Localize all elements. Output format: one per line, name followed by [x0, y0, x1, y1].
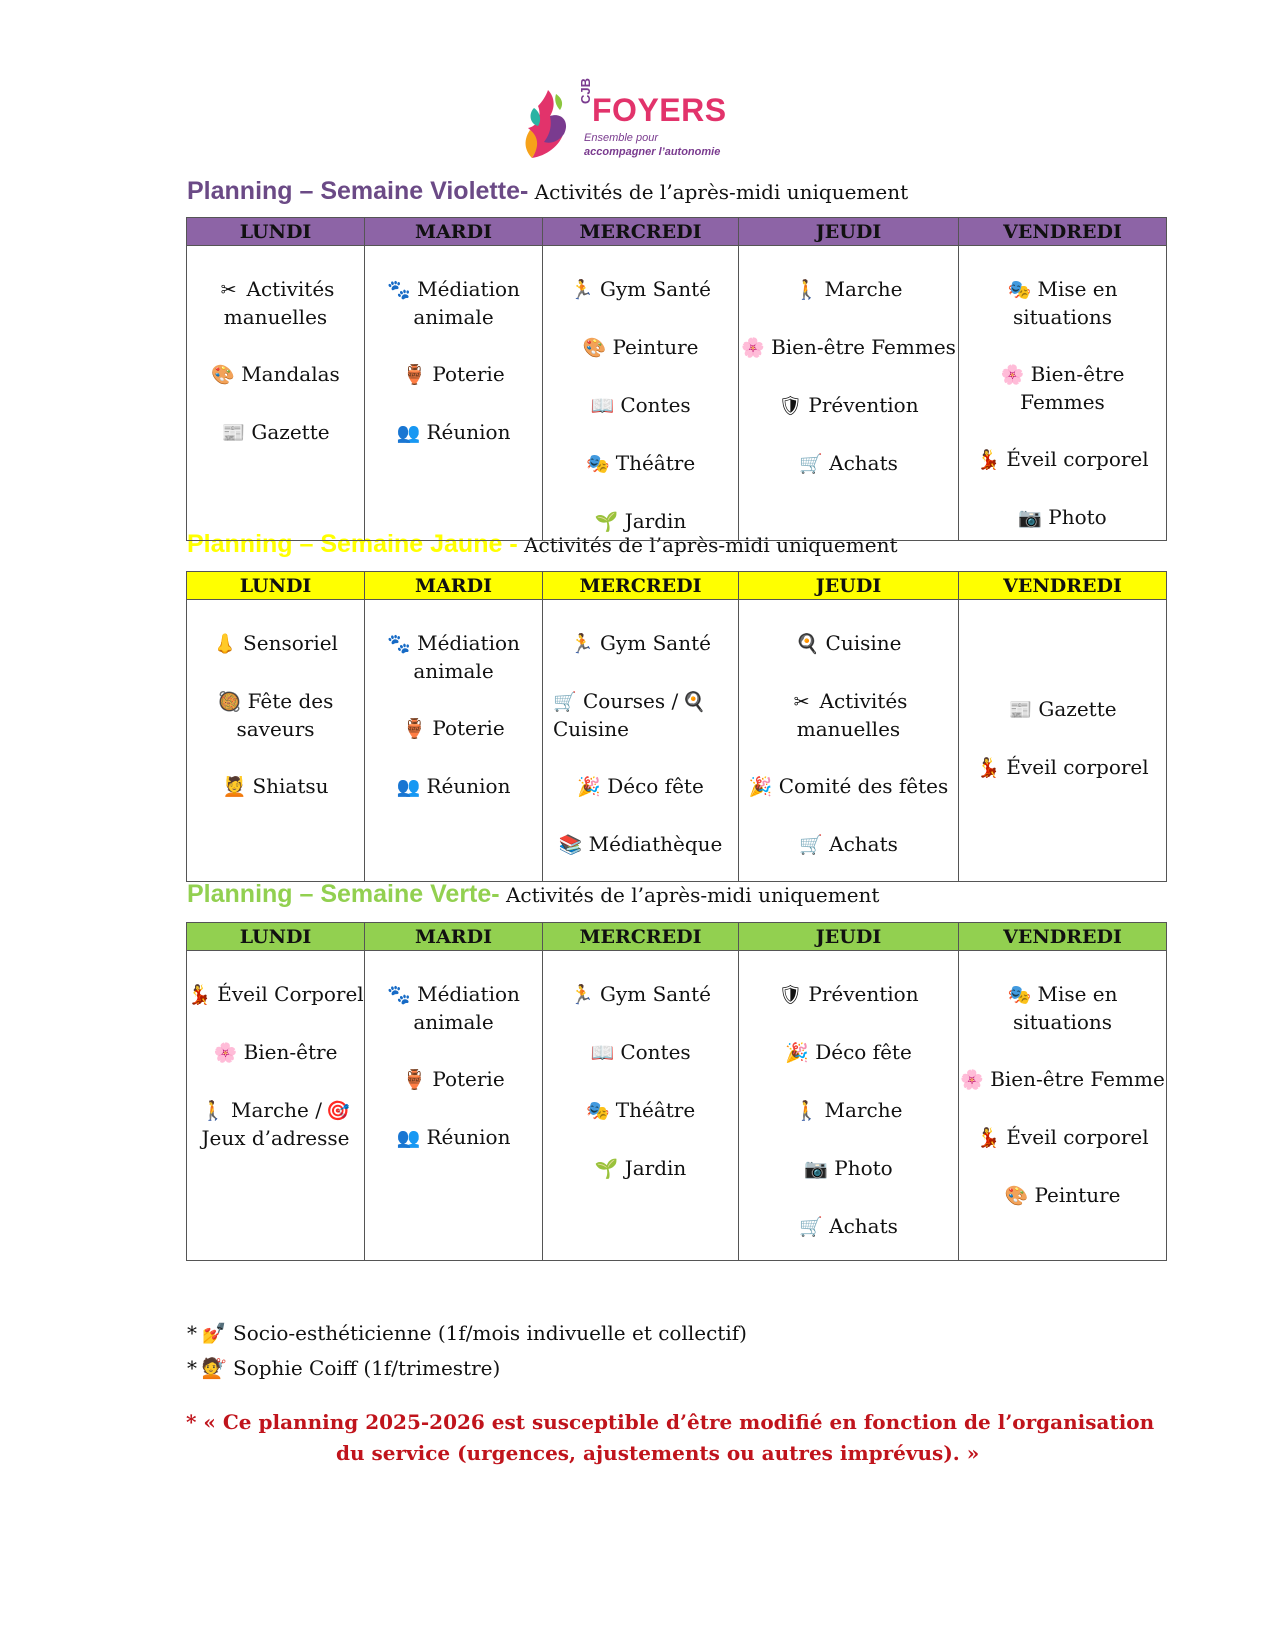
cart-icon: 🛒 [799, 453, 823, 475]
activity-label: Peinture [612, 335, 699, 359]
activity-item [543, 831, 738, 859]
flower-icon: 🌸 [741, 337, 765, 359]
day-cell-mardi [365, 246, 543, 541]
people-icon: 👥 [396, 422, 421, 444]
massage-icon: 💆 [222, 776, 247, 798]
day-header-mardi: MARDI [365, 923, 543, 951]
flower-icon: 🌸 [960, 1069, 985, 1091]
activity-label: Bien-être [243, 1040, 338, 1064]
activity-item [187, 276, 364, 331]
activity-label-continued: Cuisine [553, 717, 629, 741]
masks-icon: 🎭 [585, 1100, 610, 1122]
shield-icon: 🛡 [778, 984, 803, 1006]
activity-item [187, 361, 364, 389]
note-star: * [187, 1321, 197, 1345]
activity-item [739, 773, 958, 801]
activity-label: Peinture [1034, 1183, 1121, 1207]
activity-item [543, 392, 738, 420]
day-header-vendredi: VENDREDI [959, 218, 1167, 246]
dancer-icon: 💃 [976, 1127, 1001, 1149]
activity-item [365, 630, 542, 685]
activity-item [959, 276, 1166, 331]
sprout-icon: 🌱 [594, 511, 619, 533]
activity-label: Théâtre [615, 1098, 696, 1122]
masks-icon: 🎭 [585, 453, 610, 475]
activity-item [739, 1097, 958, 1125]
party-icon: 🎉 [785, 1042, 810, 1064]
activity-item [739, 981, 958, 1009]
activity-item [187, 773, 364, 801]
day-header-mercredi: MERCREDI [543, 572, 739, 600]
activity-label: Déco fête [815, 1040, 912, 1064]
day-cell-jeudi [739, 951, 959, 1261]
activity-label: Prévention [808, 982, 919, 1006]
dancer-icon: 💃 [187, 984, 212, 1006]
people-icon: 👥 [396, 776, 421, 798]
day-cell-lundi [187, 600, 365, 882]
activity-label: Éveil Corporel [217, 982, 364, 1006]
day-cell-vendredi [959, 951, 1167, 1261]
cart-icon: 🛒 [553, 691, 577, 713]
party-icon: 🎉 [577, 776, 602, 798]
activity-label: Mise en situations [1012, 277, 1118, 329]
activity-label: Bien-être Femme [990, 1067, 1165, 1091]
day-cell-jeudi [739, 600, 959, 882]
activity-item [739, 831, 958, 859]
logo-tagline-1: Ensemble pour [584, 132, 658, 144]
scissors-icon: ✂ [220, 279, 237, 301]
activity-item [543, 1097, 738, 1125]
flower-icon: 🌸 [1000, 364, 1025, 386]
day-header-lundi: LUNDI [187, 572, 365, 600]
activity-item [543, 1039, 738, 1067]
activity-item [365, 715, 542, 743]
activity-item [543, 508, 738, 536]
day-cell-jeudi [739, 246, 959, 541]
activity-label: Jardin [624, 1156, 687, 1180]
week-name: Planning – Semaine Verte- [187, 880, 500, 908]
activity-item [959, 361, 1166, 416]
activity-item [959, 981, 1166, 1036]
activity-label: Shiatsu [252, 774, 329, 798]
activity-item [959, 504, 1166, 532]
activity-item [543, 688, 738, 743]
note-text: Socio-esthéticienne (1f/mois indivuelle et collectif) [233, 1321, 747, 1345]
paw-icon: 🐾 [387, 633, 411, 655]
week-title-violet [187, 177, 908, 206]
palette-icon: 🎨 [211, 364, 236, 386]
activity-item [187, 981, 364, 1009]
activity-label: Sensoriel [243, 631, 338, 655]
activity-item [739, 276, 958, 304]
activity-label: Marche / [231, 1098, 322, 1122]
logo-tagline-2: accompagner l’autonomie [584, 146, 721, 158]
week-subtitle: Activités de l’après-midi uniquement [499, 883, 880, 907]
logo-mark-icon [520, 86, 576, 162]
activity-label: Mise en situations [1012, 982, 1118, 1034]
pan-icon: 🍳 [795, 633, 820, 655]
day-header-mardi: MARDI [365, 572, 543, 600]
book-icon: 📖 [590, 1042, 615, 1064]
day-header-mercredi: MERCREDI [543, 218, 739, 246]
activity-label: Activités manuelles [796, 689, 908, 741]
activity-item [739, 630, 958, 658]
activity-item [959, 1066, 1166, 1094]
week-name: Planning – Semaine Violette- [187, 177, 529, 205]
activity-item [739, 450, 958, 478]
activity-item [739, 334, 958, 362]
day-header-vendredi: VENDREDI [959, 572, 1167, 600]
vase-icon: 🏺 [402, 1069, 427, 1091]
palette-icon: 🎨 [582, 337, 607, 359]
day-header-mardi: MARDI [365, 218, 543, 246]
newspaper-icon: 📰 [221, 422, 246, 444]
activity-label: Achats [829, 1214, 898, 1238]
runner-icon: 🏃 [570, 984, 594, 1006]
activity-label: Courses / [583, 689, 679, 713]
books-icon: 📚 [558, 834, 583, 856]
activity-label: Photo [1048, 505, 1107, 529]
activity-item [187, 1039, 364, 1067]
activity-item [543, 630, 738, 658]
week-subtitle: Activités de l’après-midi uniquement [528, 180, 909, 204]
vase-icon: 🏺 [402, 718, 427, 740]
day-cell-mardi [365, 951, 543, 1261]
masks-icon: 🎭 [1007, 279, 1032, 301]
activity-label: Médiation animale [413, 277, 520, 329]
activity-label: Poterie [432, 1067, 505, 1091]
sprout-icon: 🌱 [594, 1158, 619, 1180]
activity-item [543, 773, 738, 801]
paw-icon: 🐾 [387, 279, 411, 301]
camera-icon: 📷 [804, 1158, 829, 1180]
runner-icon: 🏃 [570, 279, 594, 301]
newspaper-icon: 📰 [1008, 698, 1033, 721]
activity-label-continued: Jeux d’adresse [201, 1126, 350, 1150]
activity-item [187, 630, 364, 658]
day-header-lundi: LUNDI [187, 218, 365, 246]
activity-label: Médiation animale [413, 982, 520, 1034]
activity-label: Gym Santé [600, 982, 711, 1006]
activity-label: Achats [829, 451, 898, 475]
flower-icon: 🌸 [213, 1042, 238, 1064]
activity-label: Comité des fêtes [778, 774, 949, 798]
palette-icon: 🎨 [1004, 1185, 1029, 1207]
note-socio-estheticienne [187, 1321, 747, 1345]
week-subtitle: Activités de l’après-midi uniquement [517, 533, 898, 557]
day-cell-lundi [187, 246, 365, 541]
activity-item [543, 1155, 738, 1183]
activity-label: Mandalas [241, 362, 340, 386]
walker-icon: 🚶 [201, 1100, 225, 1122]
day-header-jeudi: JEUDI [739, 923, 959, 951]
activity-label: Médiation animale [413, 631, 520, 683]
day-header-vendredi: VENDREDI [959, 923, 1167, 951]
day-header-jeudi: JEUDI [739, 218, 959, 246]
vase-icon: 🏺 [402, 364, 427, 386]
activity-item [365, 1124, 542, 1152]
camera-icon: 📷 [1018, 507, 1043, 529]
activity-label: Achats [829, 832, 898, 856]
activity-item [365, 1066, 542, 1094]
week-name: Planning – Semaine Jaune - [187, 530, 518, 558]
activity-item [739, 1213, 958, 1241]
dancer-icon: 💃 [976, 756, 1001, 779]
activity-label: Réunion [426, 420, 511, 444]
logo-name: FOYERS [592, 92, 727, 128]
activity-label: Théâtre [615, 451, 696, 475]
activity-label: Réunion [426, 774, 511, 798]
walker-icon: 🚶 [794, 279, 819, 301]
activity-label: Prévention [808, 393, 919, 417]
activity-label: Déco fête [607, 774, 704, 798]
activity-item [365, 276, 542, 331]
warning-line-1: * « Ce planning 2025-2026 est susceptible d’être modifié en fonction de l’organisation [186, 1410, 1155, 1434]
activity-item [187, 688, 364, 743]
shield-icon: 🛡 [778, 395, 803, 417]
nail-polish-icon: 💅 [201, 1321, 227, 1345]
activity-item [365, 419, 542, 447]
activity-item [187, 1097, 364, 1152]
activity-item [959, 754, 1166, 782]
activity-label: Activités manuelles [223, 277, 335, 329]
activity-label: Éveil corporel [1006, 447, 1149, 471]
activity-item [739, 688, 958, 743]
warning-line-2: du service (urgences, ajustements ou autres imprévus). » [336, 1441, 980, 1465]
note-text: Sophie Coiff (1f/trimestre) [233, 1356, 501, 1380]
activity-label: Photo [834, 1156, 893, 1180]
walker-icon: 🚶 [794, 1100, 819, 1122]
book-icon: 📖 [590, 395, 615, 417]
activity-label: Réunion [426, 1125, 511, 1149]
note-star: * [187, 1356, 197, 1380]
planning-table-violet [186, 217, 1167, 541]
activity-item [365, 981, 542, 1036]
activity-item [543, 981, 738, 1009]
day-header-jeudi: JEUDI [739, 572, 959, 600]
activity-item [365, 773, 542, 801]
activity-item [739, 1039, 958, 1067]
week-title-green [187, 880, 879, 909]
activity-label: Fête des saveurs [236, 689, 334, 741]
activity-label: Marche [824, 1098, 903, 1122]
activity-item [543, 276, 738, 304]
day-header-mercredi: MERCREDI [543, 923, 739, 951]
activity-item [187, 419, 364, 447]
cart-icon: 🛒 [799, 1216, 823, 1238]
activity-item [959, 446, 1166, 474]
activity-item [739, 392, 958, 420]
activity-label: Contes [620, 1040, 691, 1064]
note-sophie-coiff [187, 1356, 500, 1380]
logo-prefix: CJB [578, 77, 593, 104]
planning-table-green [186, 922, 1167, 1261]
day-cell-vendredi [959, 600, 1167, 882]
cart-icon: 🛒 [799, 834, 823, 856]
activity-item [959, 696, 1166, 724]
activity-label: Gym Santé [600, 631, 711, 655]
day-cell-lundi [187, 951, 365, 1261]
day-cell-mercredi [543, 951, 739, 1261]
activity-label: Gazette [251, 420, 330, 444]
day-cell-mardi [365, 600, 543, 882]
dish-icon: 🥘 [217, 691, 242, 713]
activity-label: Bien-être Femmes [771, 335, 956, 359]
target-icon: 🎯 [326, 1100, 350, 1122]
haircut-icon: 💇 [201, 1356, 227, 1380]
activity-label: Cuisine [825, 631, 902, 655]
activity-label: Marche [824, 277, 903, 301]
party-icon: 🎉 [748, 776, 773, 798]
activity-label: Gazette [1038, 696, 1117, 721]
activity-label: Jardin [624, 509, 687, 533]
cjb-foyers-logo [520, 77, 750, 164]
day-cell-vendredi [959, 246, 1167, 541]
activity-item [365, 361, 542, 389]
activity-label: Poterie [432, 716, 505, 740]
activity-item [959, 1124, 1166, 1152]
nose-icon: 👃 [213, 633, 237, 655]
masks-icon: 🎭 [1007, 984, 1032, 1006]
activity-item [739, 1155, 958, 1183]
activity-item [543, 450, 738, 478]
paw-icon: 🐾 [387, 984, 411, 1006]
activity-label: Gym Santé [600, 277, 711, 301]
activity-label: Éveil corporel [1006, 754, 1149, 779]
people-icon: 👥 [396, 1127, 421, 1149]
scissors-icon: ✂ [793, 691, 810, 713]
dancer-icon: 💃 [976, 449, 1001, 471]
activity-label: Médiathèque [588, 832, 723, 856]
pan-icon: 🍳 [682, 691, 707, 713]
planning-table-yellow [186, 571, 1167, 882]
day-cell-mercredi [543, 600, 739, 882]
activity-label: Bien-être Femmes [1020, 362, 1125, 414]
day-cell-mercredi [543, 246, 739, 541]
activity-label: Éveil corporel [1006, 1125, 1149, 1149]
activity-label: Contes [620, 393, 691, 417]
runner-icon: 🏃 [570, 633, 594, 655]
activity-item [543, 334, 738, 362]
activity-label: Poterie [432, 362, 505, 386]
activity-item [959, 1182, 1166, 1210]
day-header-lundi: LUNDI [187, 923, 365, 951]
